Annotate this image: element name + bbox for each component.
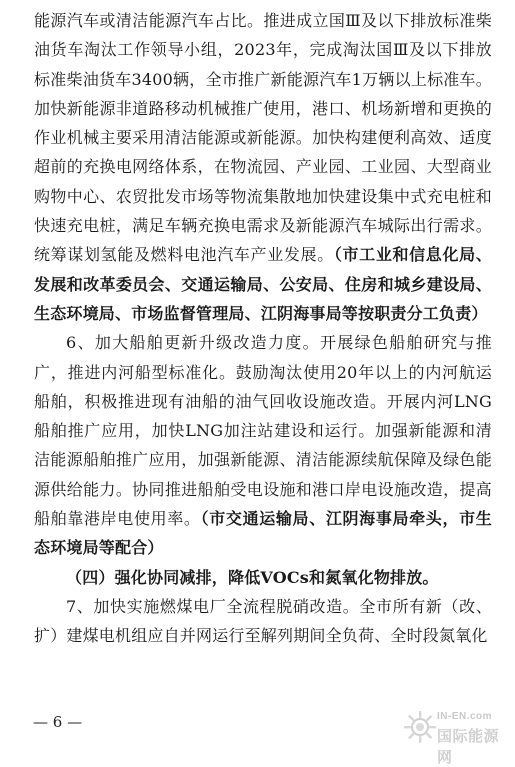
paragraph-vehicles xyxy=(34,6,492,328)
item-heading: 7、加快实施燃煤电厂全流程脱硝改造。 xyxy=(66,596,360,616)
section-heading xyxy=(34,563,492,592)
paragraph-text: 能源汽车或清洁能源汽车占比。推进成立国Ⅲ及以下排放标准柴油货车淘汰工作领导小组，2023年，完成淘汰国Ⅲ及以下排放标准柴油货车3400辆，全市推广新能源汽车1万辆以上标准车。加快新能源非道路移动机械推广使用，港口、机场新增和更换的作业机械主要采用清洁能源或新能源。加快构建便利高效、适度超前的充换电网络体系，在物流园、产业园、工业园、大型商业购物中心、农贸批发市场等物流集散地加快建设集中式充电桩和快速充电桩，满足车辆充换电需求及新能源汽车城际出行需求。统筹谋划氢能及燃料电池汽车产业发展。 xyxy=(34,11,492,265)
sun-icon xyxy=(403,710,437,744)
watermark-brand-latin: IN-EN.com xyxy=(437,711,493,722)
paragraph-ships xyxy=(34,328,492,562)
paragraph-text: 全市所有新（改、扩）建煤电机组应自并网运行至解列期间全负荷、全时段氮氧化 xyxy=(34,596,492,646)
responsibility-note: （市工业和信息化局、发展和改革委员会、交通运输局、公安局、住房和城乡建设局、生态环境局、市场监督管理局、江阴海事局等按职责分工负责） xyxy=(34,245,492,323)
item-heading: 6、加大船舶更新升级改造力度。 xyxy=(66,333,320,353)
section-heading-text: （四）强化协同减排，降低VOCs和氮氧化物排放。 xyxy=(66,567,439,587)
page-number: — 6 — xyxy=(33,713,83,731)
watermark-logo xyxy=(395,704,505,766)
paragraph-text: 开展绿色船舶研究与推广，推进内河船型标准化。鼓励淘汰使用20年以上的内河航运船舶，积极推进现有油船的油气回收设施改造。开展内河LNG船舶推广应用，加快LNG加注站建设和运行。加强新能源和清洁能源船舶推广应用，加强新能源、清洁能源续航保障及绿色能源供给能力。协同推进船舶受电设施和港口岸电设施改造，提高船舶靠港岸电使用率。 xyxy=(34,333,492,529)
responsibility-note: （市交通运输局、江阴海事局牵头，市生态环境局等配合） xyxy=(34,509,492,558)
watermark-brand-cn: 国际能源网 xyxy=(437,727,500,766)
paragraph-coal-power xyxy=(34,592,492,651)
document-body xyxy=(34,6,492,651)
